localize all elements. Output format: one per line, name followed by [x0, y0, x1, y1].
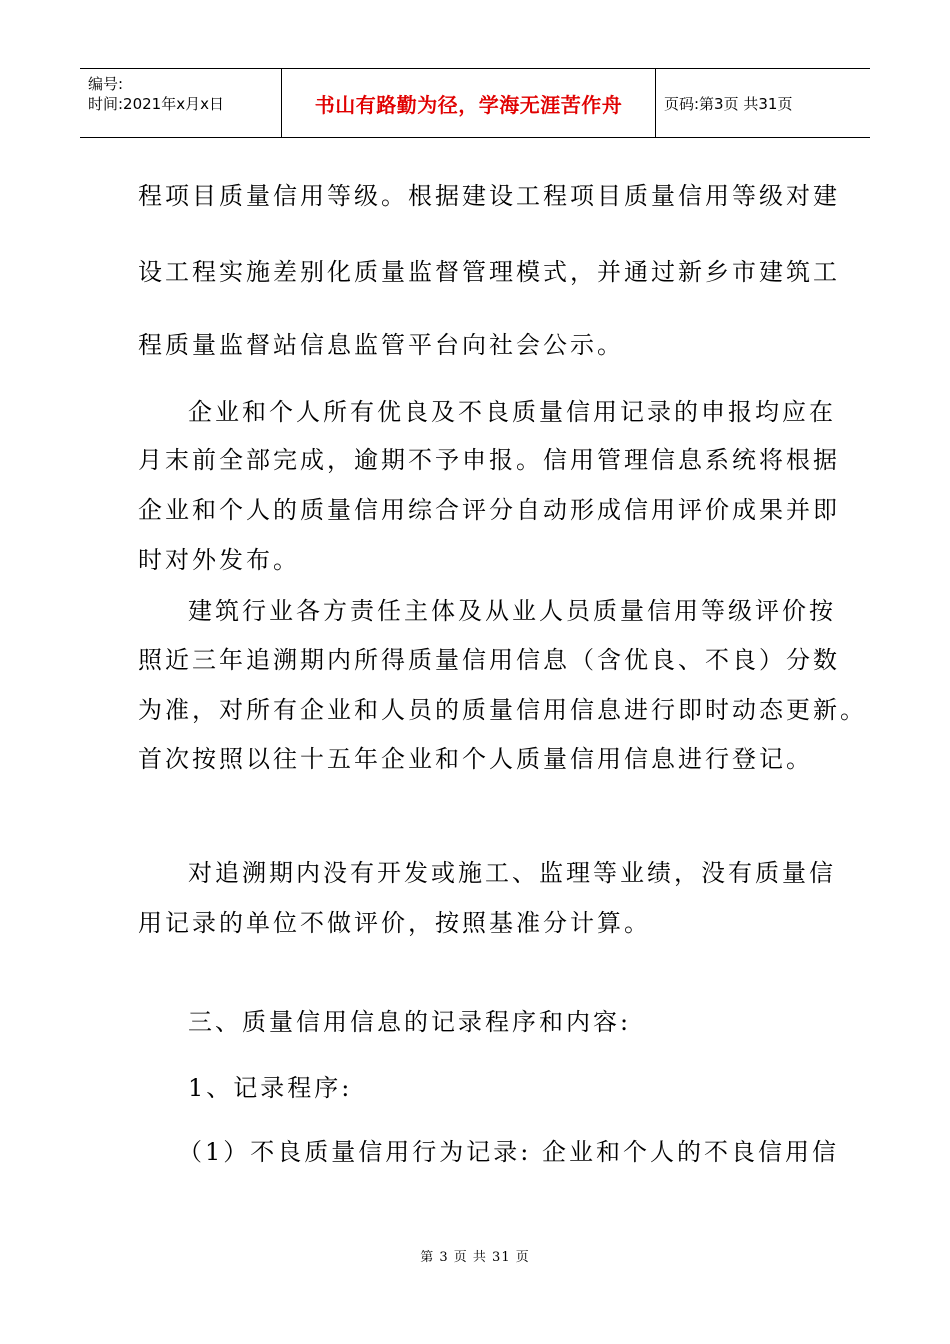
body-line: 用记录的单位不做评价，按照基准分计算。 — [138, 909, 651, 937]
body-line: 程项目质量信用等级。根据建设工程项目质量信用等级对建 — [138, 182, 840, 210]
body-line: 建筑行业各方责任主体及从业人员质量信用等级评价按 — [188, 597, 836, 625]
body-line: 照近三年追溯期内所得质量信用信息（含优良、不良）分数 — [138, 646, 840, 674]
header-meta — [80, 69, 282, 137]
document-time-label: 时间:2021年x月x日 — [88, 95, 224, 113]
body-line: 企业和个人的质量信用综合评分自动形成信用评价成果并即 — [138, 496, 840, 524]
header-page-number: 页码:第3页 共31页 — [664, 94, 793, 113]
subsection-heading: 1、记录程序: — [188, 1074, 353, 1102]
body-line: 程质量监督站信息监管平台向社会公示。 — [138, 331, 624, 359]
document-number-label: 编号: — [88, 75, 124, 93]
body-line: 设工程实施差别化质量监督管理模式，并通过新乡市建筑工 — [138, 258, 840, 286]
page-header — [80, 68, 870, 138]
section-heading: 三、质量信用信息的记录程序和内容: — [188, 1008, 632, 1036]
body-line: 月末前全部完成，逾期不予申报。信用管理信息系统将根据 — [138, 446, 840, 474]
page-footer: 第 3 页 共 31 页 — [420, 1250, 530, 1265]
body-line: （1）不良质量信用行为记录: 企业和个人的不良信用信 — [178, 1138, 839, 1166]
body-line: 首次按照以往十五年企业和个人质量信用信息进行登记。 — [138, 745, 813, 773]
body-line: 企业和个人所有优良及不良质量信用记录的申报均应在 — [188, 398, 836, 426]
body-line: 对追溯期内没有开发或施工、监理等业绩，没有质量信 — [188, 859, 836, 887]
header-motto-cell — [282, 69, 656, 137]
body-line: 为准，对所有企业和人员的质量信用信息进行即时动态更新。 — [138, 696, 867, 724]
body-line: 时对外发布。 — [138, 546, 300, 574]
header-motto: 书山有路勤为径，学海无涯苦作舟 — [314, 92, 623, 117]
header-page-info — [656, 69, 870, 137]
